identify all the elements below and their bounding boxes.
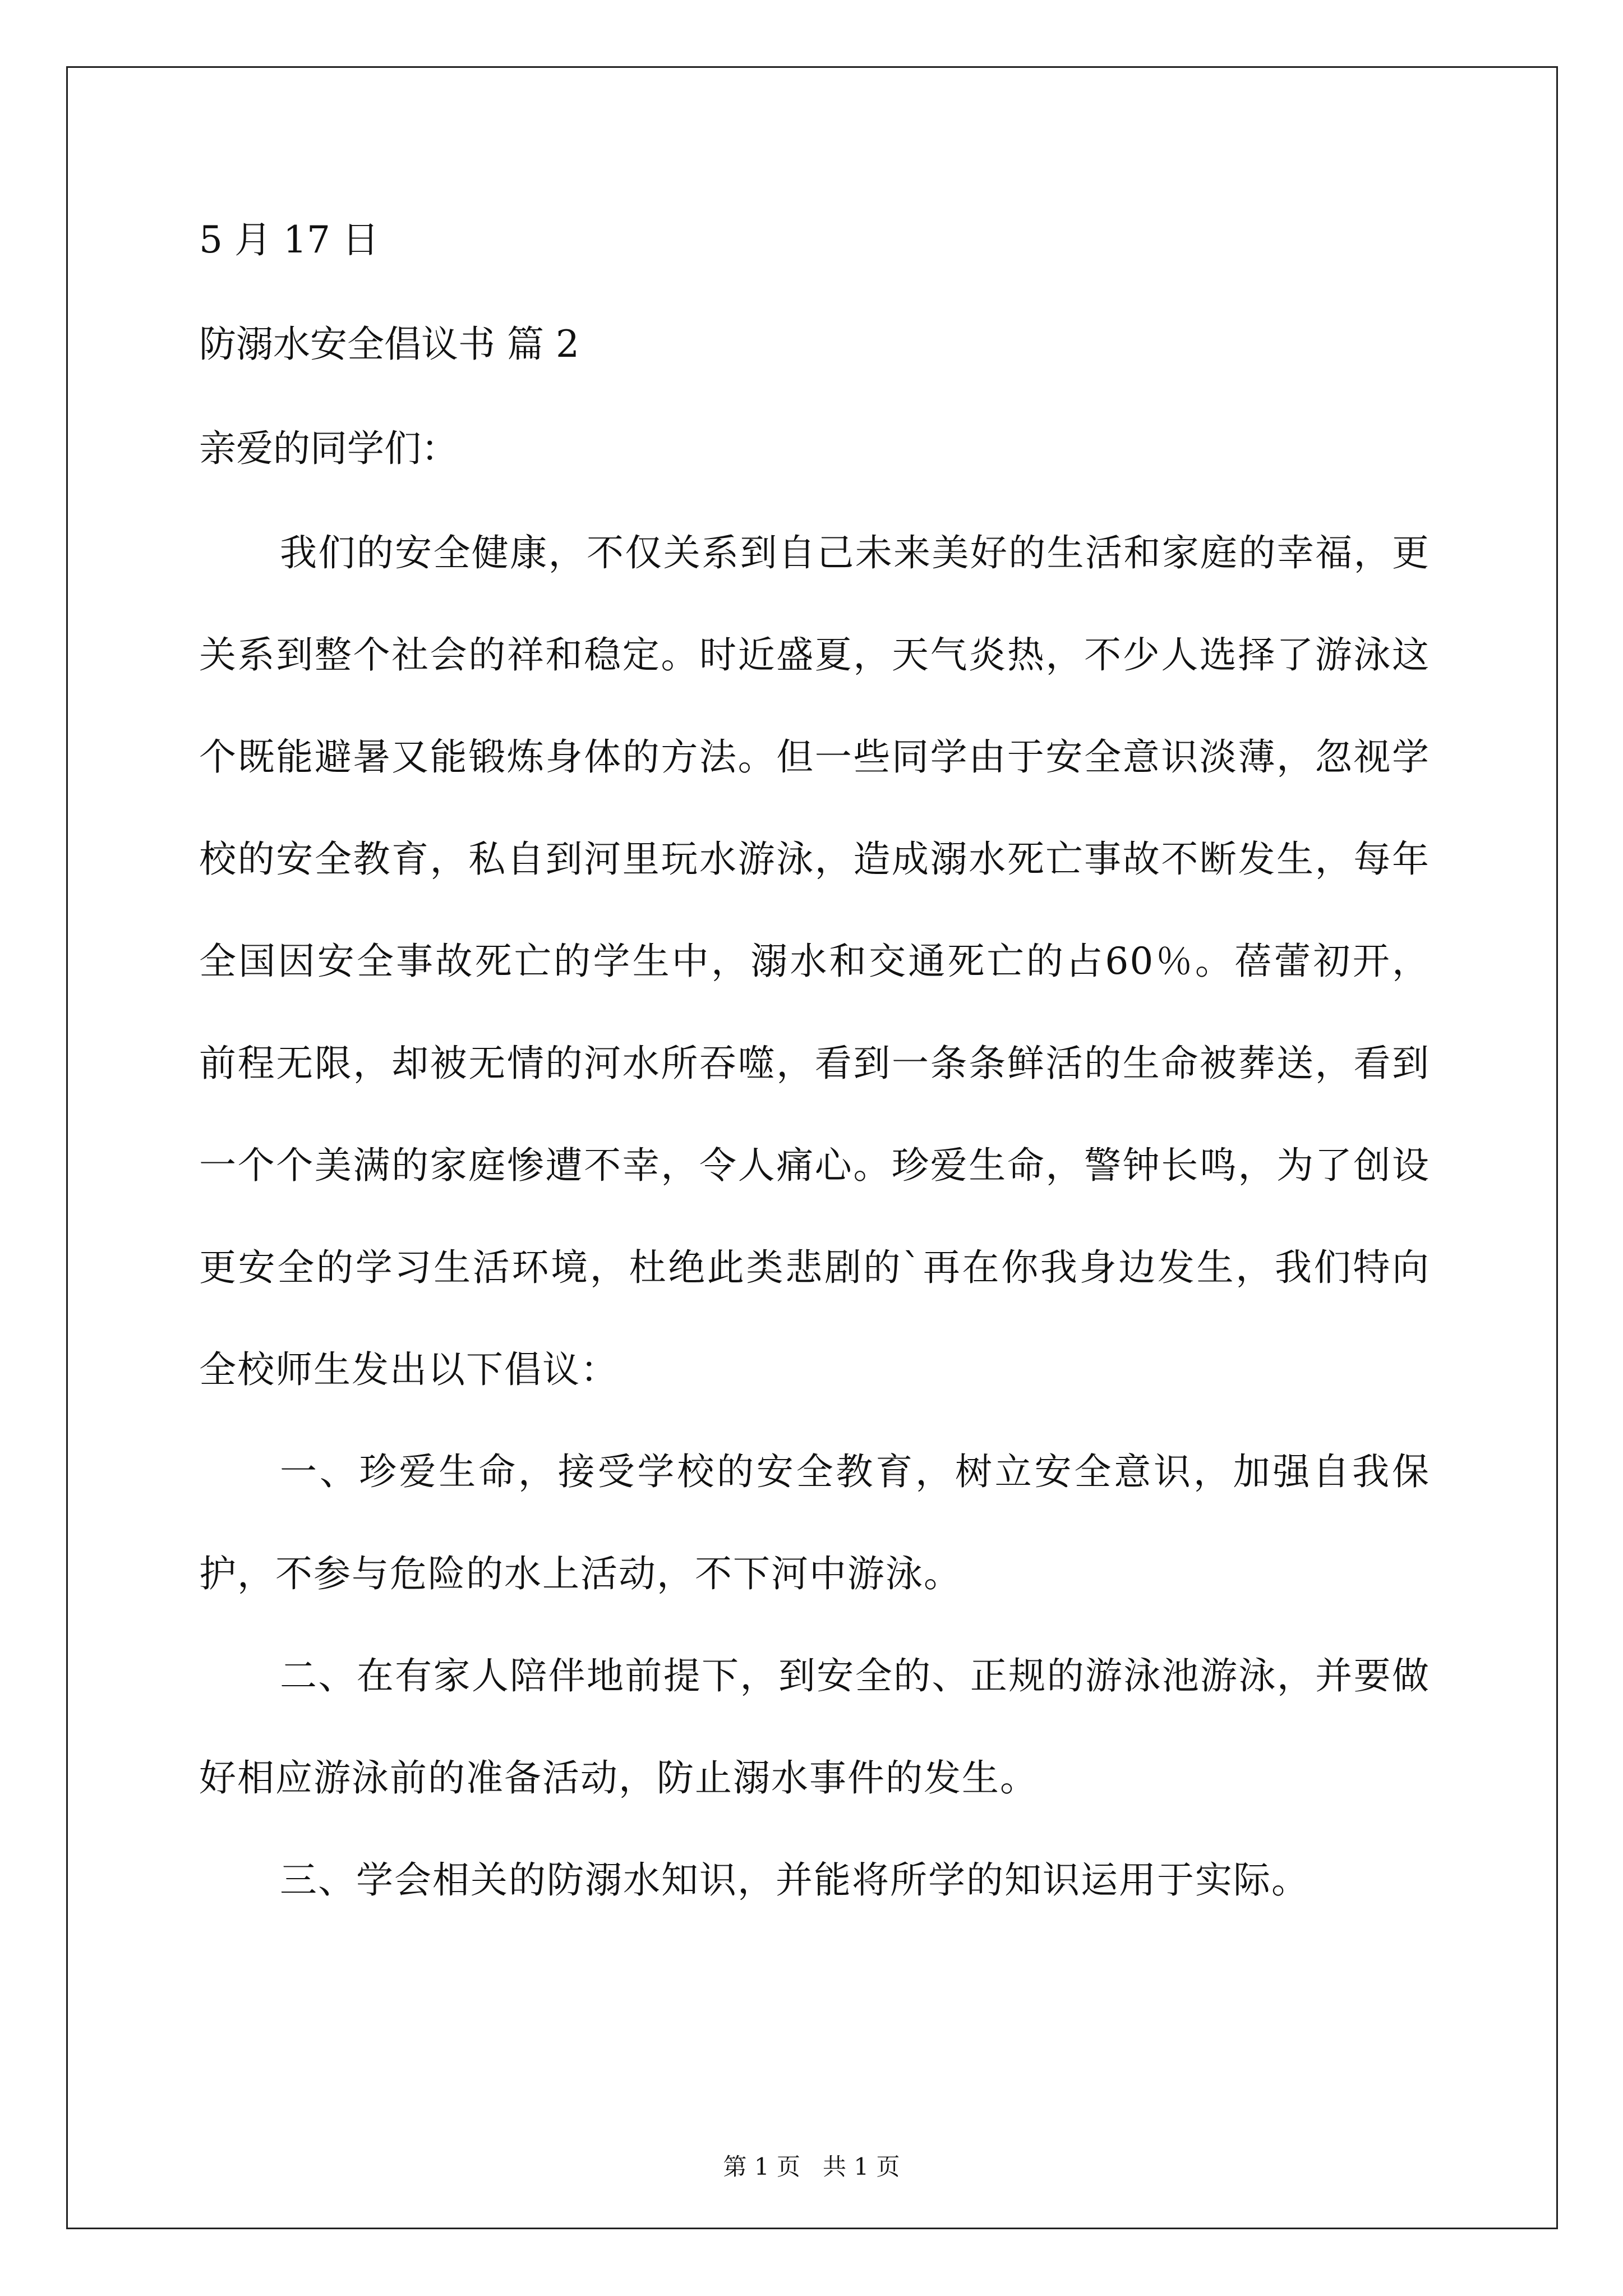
salutation: 亲爱的同学们： bbox=[199, 427, 458, 470]
paragraph-intro: 我们的安全健康，不仅关系到自己未来美好的生活和家庭的幸福，更关系到整个社会的祥和稳定。时近盛夏，天气炎热，不少人选择了游泳这个既能避暑又能锻炼身体的方法。但一些同学由于安全意识淡薄，忽视学校的安全教育，私自到河里玩水游泳，造成溺水死亡事故不断发生，每年全国因安全事故死亡的学生中，溺水和交通死亡的占60％。蓓蕾初开，前程无限，却被无情的河水所吞噬，看到一条条鲜活的生命被葬送，看到一个个美满的家庭惨遭不幸，令人痛心。珍爱生命，警钟长鸣，为了创设更安全的学习生活环境，杜绝此类悲剧的`再在你我身边发生，我们特向全校师生发出以下倡议： bbox=[199, 531, 1430, 1391]
paragraph-item-3: 三、学会相关的防溺水知识，并能将所学的知识运用于实际。 bbox=[280, 1858, 1310, 1902]
paragraph-item-1: 一、珍爱生命，接受学校的安全教育，树立安全意识，加强自我保护，不参与危险的水上活动，不下河中游泳。 bbox=[199, 1450, 1430, 1595]
page-number-footer: 第 1 页 共 1 页 bbox=[723, 2153, 900, 2180]
paragraph-item-2: 二、在有家人陪伴地前提下，到安全的、正规的游泳池游泳，并要做好相应游泳前的准备活动，防止溺水事件的发生。 bbox=[199, 1654, 1430, 1800]
document-body bbox=[199, 213, 1430, 1931]
document-title: 防溺水安全倡议书 篇 2 bbox=[199, 323, 579, 366]
date-line: 5 月 17 日 bbox=[199, 218, 379, 261]
